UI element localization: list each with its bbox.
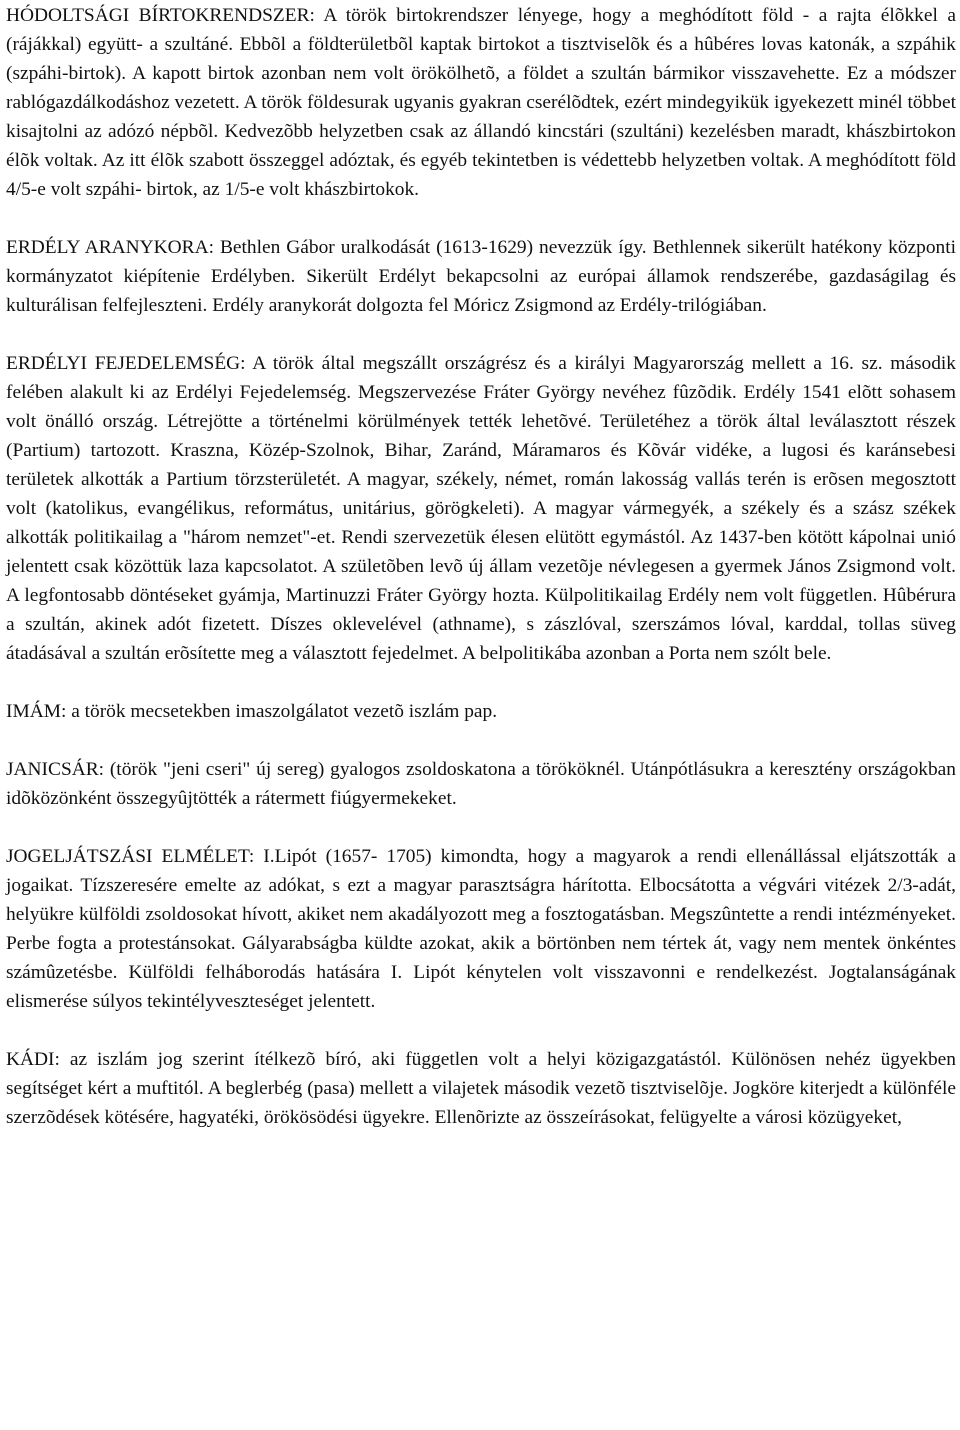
entry-jogeljatszasi-elmelet	[6, 842, 956, 1016]
entry-definition: : I.Lipót (1657- 1705) kimondta, hogy a magyarok a rendi ellenállással eljátszották a jogaikat. Tízszeresére emelte az adókat, s ezt a magyar parasztságra hárította. Elbocsátotta a végvári vitézek 2/3-adát, helyükre külföldi zsoldosokat hívott, akiket nem akadályozott meg a fosztogatásban. Megszûntette a rendi intézményeket. Perbe fogta a protestánsokat. Gályarabságba küldte azokat, akik a börtönben nem tértek át, vagy nem mentek önkéntes számûzetésbe. Külföldi felháborodás hatására I. Lipót kénytelen volt visszavonni e rendelkezést. Jogtalanságának elismerése súlyos tekintélyveszteséget jelentett.	[6, 846, 957, 1012]
entry-definition: : a török mecsetekben imaszolgálatot vezetõ iszlám pap.	[60, 701, 498, 722]
entry-term: IMÁM	[6, 701, 61, 722]
entry-definition: : az iszlám jog szerint ítélkezõ bíró, aki független volt a helyi közigazgatástól. Különösen nehéz ügyekben segítséget kért a muftitól. A beglerbég (pasa) mellett a vilajetek második vezetõ tisztviselõje. Jogköre kiterjedt a különféle szerzõdések kötésére, hagyatéki, örökösödési ügyekre. Ellenõrizte az összeírásokat, felügyelte a városi közügyeket,	[6, 1049, 956, 1128]
entry-janicsar	[6, 755, 956, 813]
entry-erdelyi-fejedelemseg	[6, 349, 956, 668]
entry-term: KÁDI	[6, 1049, 55, 1070]
entry-definition: : A török birtokrendszer lényege, hogy a meghódított föld - a rajta élõkkel a (rájákkal) együtt- a szultáné. Ebbõl a földterületbõl kaptak birtokot a tisztviselõk és a hûbéres lovas katonák, a szpáhik (szpáhi-birtok). A kapott birtok azonban nem volt örökölhetõ, a földet a szultán bármikor visszavehette. Ez a módszer rablógazdálkodáshoz vezetett. A török földesurak ugyanis gyakran cserélõdtek, ezért mindegyikük igyekezett minél többet kisajtolni az adózó népbõl. Kedvezõbb helyzetben csak az állandó kincstári (szultáni) kezelésben maradt, khászbirtokon élõk voltak. Az itt élõk szabott összeggel adóztak, és egyéb tekintetben is védettebb helyzetben voltak. A meghódított föld 4/5-e volt szpáhi- birtok, az 1/5-e volt khászbirtokok.	[6, 5, 956, 200]
entry-kadi	[6, 1045, 956, 1132]
entry-definition: : (török "jeni cseri" új sereg) gyalogos zsoldoskatona a törököknél. Utánpótlásukra a keresztény országokban idõközönként összegyûjtötték a rátermett fiúgyermekeket.	[6, 759, 956, 809]
entry-erdely-aranykora	[6, 233, 956, 320]
entry-definition: : Bethlen Gábor uralkodását (1613-1629) nevezzük így. Bethlennek sikerült hatékony központi kormányzatot kiépítenie Erdélyben. Sikerült Erdélyt bekapcsolni az európai államok rendszerébe, gazdaságilag és kulturálisan felfejleszteni. Erdély aranykorát dolgozta fel Móricz Zsigmond az Erdély-trilógiában.	[6, 237, 956, 316]
entry-term: ERDÉLY ARANYKORA	[6, 237, 209, 258]
entry-hodoltsagi-birtokrendszer	[6, 1, 956, 204]
entry-term: HÓDOLTSÁGI BÍRTOKRENDSZER	[6, 5, 310, 26]
document-page	[6, 1, 956, 1132]
entry-term: ERDÉLYI FEJEDELEMSÉG	[6, 353, 241, 374]
entry-term: JANICSÁR	[6, 759, 99, 780]
entry-term: JOGELJÁTSZÁSI ELMÉLET	[6, 846, 249, 867]
entry-imam	[6, 697, 956, 726]
entry-definition: : A török által megszállt országrész és a királyi Magyarország mellett a 16. sz. második felében alakult ki az Erdélyi Fejedelemség. Megszervezése Fráter György nevéhez fûzõdik. Erdély 1541 elõtt sohasem volt önálló ország. Létrejötte a történelmi körülmények tették lehetõvé. Területéhez a török által leválasztott részek (Partium) tartozott. Kraszna, Közép-Szolnok, Bihar, Zaránd, Máramaros és Kõvár vidéke, a lugosi és karánsebesi területek alkották a Partium törzsterületét. A magyar, székely, német, román lakosság vallás terén is erõsen megosztott volt (katolikus, evangélikus, református, unitárius, görögkeleti). A magyar vármegyék, a székely és a szász székek alkották politikailag a "három nemzet"-et. Rendi szervezetük élesen elütött egymástól. Az 1437-ben kötött kápolnai unió jelentett csak közöttük laza kapcsolatot. A születõben levõ új állam vezetõje névlegesen a gyermek János Zsigmond volt. A legfontosabb döntéseket gyámja, Martinuzzi Fráter György hozta. Külpolitikailag Erdély nem volt független. Hûbérura a szultán, akinek adót fizetett. Díszes oklevelével (athname), s zászlóval, szerszámos lóval, karddal, tollas süveg átadásával a szultán erõsítette meg a választott fejedelmet. A belpolitikába azonban a Porta nem szólt bele.	[6, 353, 956, 664]
